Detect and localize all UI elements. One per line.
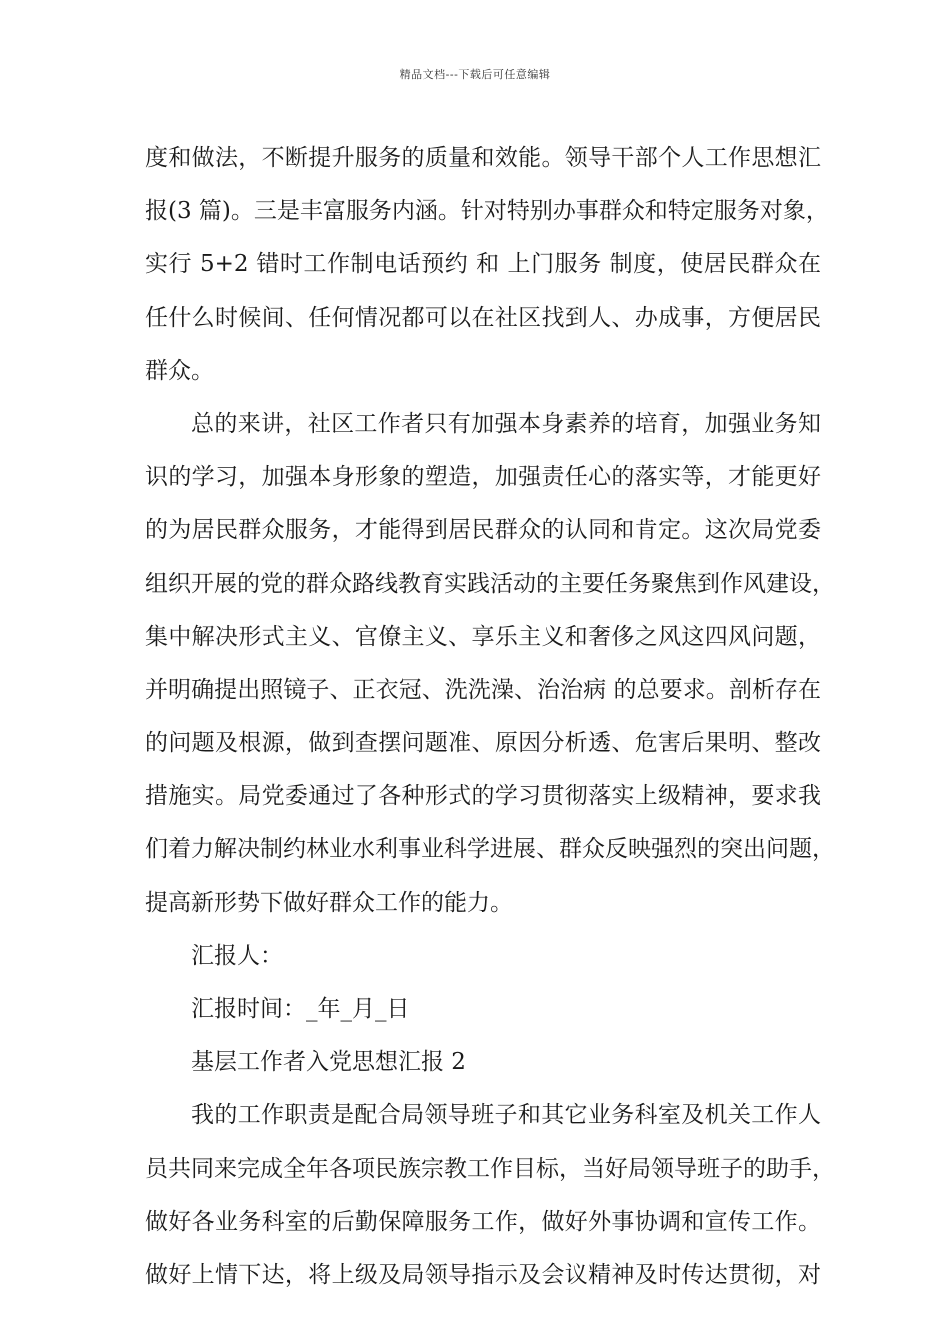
report-date-paragraph <box>145 983 821 1036</box>
text-line: 我的工作职责是配合局领导班子和其它业务科室及机关工作人 <box>191 1102 821 1129</box>
section-title-paragraph <box>145 1036 821 1089</box>
text-line: 员共同来完成全年各项民族宗教工作目标，当好局领导班子的助手， <box>145 1155 835 1182</box>
text-line: 组织开展的党的群众路线教育实践活动的主要任务聚焦到作风建设， <box>145 570 835 597</box>
paragraph <box>145 1089 835 1302</box>
document-body <box>145 132 835 1302</box>
text-line: 措施实。局党委通过了各种形式的学习贯彻落实上级精神，要求我 <box>145 783 821 810</box>
reporter-label: 汇报人： <box>191 942 283 969</box>
text-line: 群众。 <box>145 357 214 384</box>
reporter-paragraph <box>145 930 821 983</box>
text-line: 做好各业务科室的后勤保障服务工作，做好外事协调和宣传工作。 <box>145 1208 821 1235</box>
text-line: 任什么时候间、任何情况都可以在社区找到人、办成事，方便居民 <box>145 304 821 331</box>
text-line: 并明确提出照镜子、正衣冠、洗洗澡、治治病 的总要求。剖析存在 <box>145 676 821 703</box>
text-line: 做好上情下达，将上级及局领导指示及会议精神及时传达贯彻，对 <box>145 1261 821 1288</box>
text-line: 的问题及根源，做到查摆问题准、原因分析透、危害后果明、整改 <box>145 730 821 757</box>
text-line: 度和做法，不断提升服务的质量和效能。领导干部个人工作思想汇 <box>145 145 821 171</box>
page-header: 精品文档---下载后可任意编辑 <box>399 68 551 81</box>
paragraph <box>145 132 829 398</box>
text-line: 识的学习，加强本身形象的塑造，加强责任心的落实等，才能更好 <box>145 464 821 491</box>
text-line: 们着力解决制约林业水利事业科学进展、群众反映强烈的突出问题， <box>145 836 835 863</box>
section-title: 基层工作者入党思想汇报 2 <box>191 1049 466 1076</box>
text-line: 总的来讲，社区工作者只有加强本身素养的培育，加强业务知 <box>191 410 821 437</box>
text-line: 实行 5+2 错时工作制电话预约 和 上门服务 制度，使居民群众在 <box>145 251 821 278</box>
text-line: 集中解决形式主义、官僚主义、享乐主义和奢侈之风这四风问题， <box>145 623 821 650</box>
text-line: 报(3 篇)。三是丰富服务内涵。针对特别办事群众和特定服务对象， <box>145 198 829 225</box>
report-date-label: 汇报时间：_年_月_日 <box>191 996 410 1022</box>
paragraph <box>145 398 835 930</box>
text-line: 提高新形势下做好群众工作的能力。 <box>145 889 513 916</box>
text-line: 的为居民群众服务，才能得到居民群众的认同和肯定。这次局党委 <box>145 517 821 544</box>
